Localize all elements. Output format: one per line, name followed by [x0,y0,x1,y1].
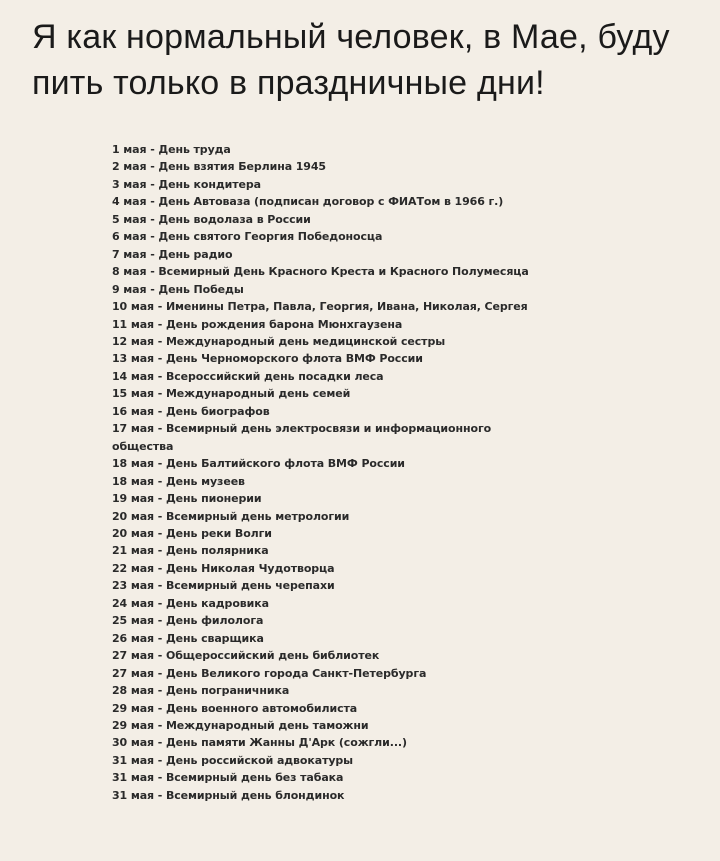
holiday-item: 20 мая - Всемирный день метрологии [112,509,350,523]
holiday-item: 20 мая - День реки Волги [112,526,272,540]
holiday-item: 17 мая - Всемирный день электросвязи и информационного [112,422,492,436]
holiday-item: 18 мая - День музеев [112,474,245,488]
holiday-item: общества [112,439,174,453]
holiday-item: 28 мая - День пограничника [112,684,290,698]
holiday-item: 8 мая - Всемирный День Красного Креста и Красного Полумесяца [112,265,529,279]
holiday-item: 14 мая - Всероссийский день посадки леса [112,369,384,383]
headline [32,14,702,106]
holiday-item: 7 мая - День радио [112,247,233,261]
holiday-item: 30 мая - День памяти Жанны Д'Арк (сожгли...) [112,736,407,750]
holiday-item: 27 мая - День Великого города Санкт-Петербурга [112,666,427,680]
holiday-item: 25 мая - День филолога [112,614,264,628]
holiday-item: 31 мая - Всемирный день блондинок [112,788,345,802]
holiday-item: 31 мая - Всемирный день без табака [112,771,344,785]
holiday-item: 2 мая - День взятия Берлина 1945 [112,160,326,174]
holiday-item: 18 мая - День Балтийского флота ВМФ России [112,457,405,471]
holiday-item: 26 мая - День сварщика [112,631,264,645]
headline-line: Я как нормальный человек, в Мае, буду [32,18,670,56]
headline-line: пить только в праздничные дни! [32,64,545,102]
holiday-item: 31 мая - День российской адвокатуры [112,753,354,767]
holiday-item: 22 мая - День Николая Чудотворца [112,561,335,575]
holiday-item: 1 мая - День труда [112,143,231,156]
holiday-item: 29 мая - Международный день таможни [112,718,369,732]
holiday-item: 16 мая - День биографов [112,404,270,418]
holiday-item: 13 мая - День Черноморского флота ВМФ России [112,352,423,366]
holiday-item: 9 мая - День Победы [112,282,244,296]
holiday-item: 11 мая - День рождения барона Мюнхгаузена [112,317,403,331]
holiday-item: 19 мая - День пионерии [112,492,262,506]
holiday-item: 12 мая - Международный день медицинской сестры [112,334,446,348]
holiday-item: 3 мая - День кондитера [112,177,261,191]
holiday-item: 5 мая - День водолаза в России [112,212,311,226]
holiday-item: 24 мая - День кадровика [112,596,269,610]
holiday-item: 23 мая - Всемирный день черепахи [112,579,335,593]
holiday-item: 27 мая - Общероссийский день библиотек [112,649,380,663]
holiday-item: 10 мая - Именины Петра, Павла, Георгия, Ивана, Николая, Сергея [112,300,528,314]
holiday-item: 15 мая - Международный день семей [112,387,351,401]
holiday-item: 6 мая - День святого Георгия Победоносца [112,230,383,244]
holiday-item: 4 мая - День Автоваза (подписан договор с ФИАТом в 1966 г.) [112,195,504,209]
holiday-item: 21 мая - День полярника [112,544,269,558]
holiday-item: 29 мая - День военного автомобилиста [112,701,358,715]
holiday-list [112,141,672,804]
